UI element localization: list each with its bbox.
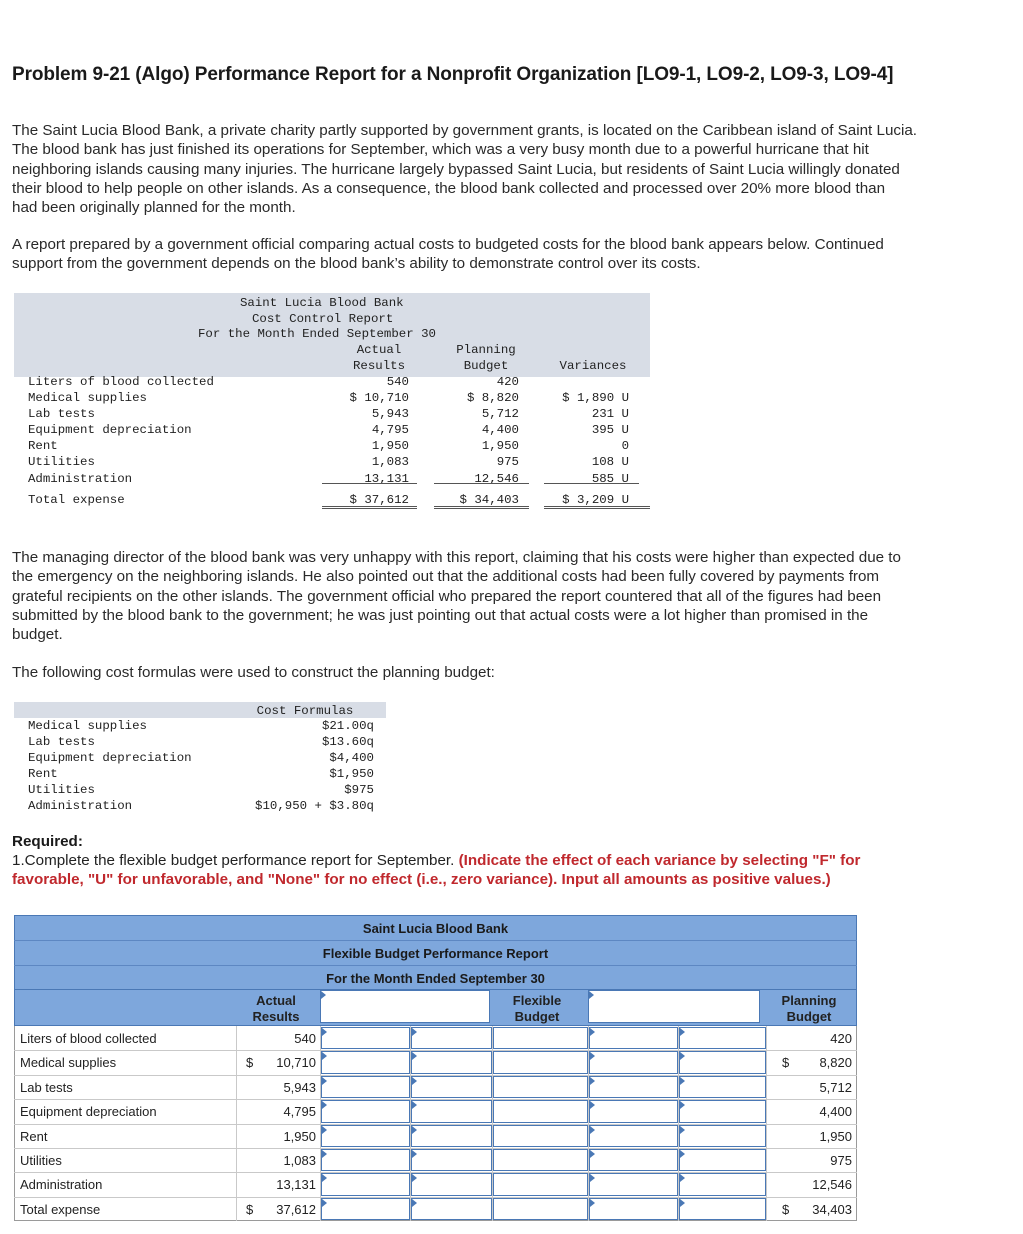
flexible-budget-input[interactable] <box>493 1198 588 1220</box>
planning-value: 420 <box>830 1031 852 1046</box>
flexible-budget-input[interactable] <box>493 1051 588 1073</box>
formulas-header: Cost Formulas <box>256 704 354 718</box>
amount-input[interactable] <box>679 1198 766 1220</box>
col-header-actual: Results <box>352 359 406 373</box>
actual-value: 10,710 <box>276 1055 316 1071</box>
currency-sign: $ <box>782 1201 790 1217</box>
variance-value: 0 <box>621 439 629 453</box>
formula-value: $10,950 + $3.80q <box>255 799 374 813</box>
intro-paragraph-1 <box>12 121 917 217</box>
row-label: Equipment depreciation <box>20 1104 157 1120</box>
variance-value: $ 1,890 U <box>562 391 629 405</box>
amount-input[interactable] <box>679 1076 766 1098</box>
report-subtitle: Cost Control Report <box>252 312 394 326</box>
variance-effect-select[interactable] <box>321 1027 410 1049</box>
formula-value: $13.60q <box>321 735 374 749</box>
amount-input[interactable] <box>411 1149 492 1171</box>
currency-sign: $ <box>246 1055 254 1071</box>
text-line: submitted by the blood bank to the government; he was just pointing out that actual costs were a lot higher than promised in the <box>12 606 869 624</box>
flexible-budget-input[interactable] <box>493 1173 588 1195</box>
intro-paragraph-4: The following cost formulas were used to construct the planning budget: <box>12 664 495 681</box>
required-heading: Required: <box>12 833 83 850</box>
planning-value: 1,950 <box>819 1128 852 1144</box>
row-label: Utilities <box>28 455 95 469</box>
formula-value: $4,400 <box>329 751 374 765</box>
row-label: Rent <box>20 1128 48 1144</box>
actual-value: 37,612 <box>276 1201 316 1217</box>
planning-value: 12,546 <box>474 472 519 486</box>
row-label: Utilities <box>20 1153 62 1168</box>
row-label: Lab tests <box>28 407 95 421</box>
flex-col-planning-header: Planning Budget <box>781 993 837 1024</box>
actual-value: $ 10,710 <box>349 391 409 405</box>
col-header-variances: Variances <box>559 359 627 373</box>
actual-value: 13,131 <box>364 472 409 486</box>
actual-value: 4,795 <box>371 423 409 437</box>
variance-effect-select[interactable] <box>589 1173 678 1195</box>
amount-input[interactable] <box>411 1027 492 1049</box>
actual-value: 1,950 <box>283 1128 316 1144</box>
amount-input[interactable] <box>679 1100 766 1122</box>
variance-effect-select[interactable] <box>589 1027 678 1049</box>
formula-label: Rent <box>28 767 58 781</box>
planning-value: 8,820 <box>819 1055 852 1071</box>
flexible-budget-report <box>14 915 857 1223</box>
flex-subtitle: Flexible Budget Performance Report <box>322 946 549 961</box>
flexible-budget-input[interactable] <box>493 1125 588 1147</box>
column-header-input[interactable] <box>588 990 760 1023</box>
actual-value: 1,083 <box>283 1153 316 1168</box>
row-label: Total expense <box>20 1201 101 1217</box>
variance-effect-select[interactable] <box>321 1198 410 1220</box>
report-title: Saint Lucia Blood Bank <box>240 296 404 310</box>
text-line: the emergency on the neighboring islands. He also pointed out that the additional costs had been fully covered by payments from <box>12 568 880 586</box>
currency-sign: $ <box>782 1055 790 1071</box>
col-header-actual: Actual <box>356 343 402 357</box>
text-line: The blood bank has just finished its operations for September, which was a very busy month due to a powerful hurricane that hit <box>12 141 869 159</box>
flexible-budget-input[interactable] <box>493 1027 588 1049</box>
text-line: neighboring islands causing many injuries. The hurricane largely bypassed Saint Lucia, but residents of Saint Lucia willingly donated <box>12 160 900 178</box>
variance-effect-select[interactable] <box>589 1100 678 1122</box>
formula-value: $21.00q <box>321 719 374 733</box>
flex-col-flexible-header: Flexible Budget <box>512 993 562 1024</box>
flex-period: For the Month Ended September 30 <box>326 971 545 986</box>
text-line: had been originally planned for the month. <box>12 199 296 217</box>
amount-input[interactable] <box>411 1125 492 1147</box>
planning-value: 5,712 <box>819 1079 852 1095</box>
planning-value: 5,712 <box>481 407 519 421</box>
row-label: Medical supplies <box>20 1055 117 1071</box>
flex-col-actual-header: Actual Results <box>252 993 300 1024</box>
formula-label: Utilities <box>28 783 95 797</box>
actual-value: 1,083 <box>371 455 409 469</box>
row-label: Administration <box>20 1177 103 1193</box>
row-label: Medical supplies <box>28 391 147 405</box>
actual-value: $ 37,612 <box>349 493 409 507</box>
actual-value: 5,943 <box>371 407 409 421</box>
amount-input[interactable] <box>411 1076 492 1098</box>
variance-effect-select[interactable] <box>589 1076 678 1098</box>
actual-value: 1,950 <box>371 439 409 453</box>
amount-input[interactable] <box>679 1149 766 1171</box>
amount-input[interactable] <box>411 1051 492 1073</box>
required-note: (Indicate the effect of each variance by selecting "F" for <box>458 852 861 869</box>
column-header-input[interactable] <box>320 990 490 1023</box>
variance-value: 231 U <box>591 407 629 421</box>
amount-input[interactable] <box>411 1198 492 1220</box>
currency-sign: $ <box>246 1201 254 1217</box>
amount-input[interactable] <box>411 1173 492 1195</box>
formula-label: Lab tests <box>28 735 95 749</box>
text-line: their blood to help people on other islands. As a consequence, the blood bank collected and processed over 20% more blood than <box>12 179 886 197</box>
amount-input[interactable] <box>679 1051 766 1073</box>
planning-value: 975 <box>496 455 519 469</box>
formula-label: Administration <box>28 799 133 813</box>
required-note: favorable, "U" for unfavorable, and "None" for no effect (i.e., zero variance). Input all amounts as positive values.) <box>12 871 831 889</box>
text-line: The managing director of the blood bank was very unhappy with this report, claiming that his costs were higher than expected due to <box>12 549 901 566</box>
flexible-budget-input[interactable] <box>493 1149 588 1171</box>
amount-input[interactable] <box>679 1027 766 1049</box>
row-label: Administration <box>28 472 133 486</box>
planning-value: 975 <box>830 1153 852 1168</box>
planning-value: 1,950 <box>481 439 519 453</box>
row-label: Lab tests <box>20 1079 73 1095</box>
formula-label: Equipment depreciation <box>28 751 192 765</box>
flex-title: Saint Lucia Blood Bank <box>362 921 509 936</box>
formula-value: $1,950 <box>329 767 374 781</box>
planning-value: 420 <box>496 375 519 389</box>
variance-effect-select[interactable] <box>589 1198 678 1220</box>
variance-effect-select[interactable] <box>321 1149 410 1171</box>
variance-effect-select[interactable] <box>321 1051 410 1073</box>
cost-formulas-table <box>14 702 386 820</box>
formula-value: $975 <box>344 783 374 797</box>
text-line: budget. <box>12 626 63 644</box>
text-line: grateful recipients on the other islands. The government official who prepared the report countered that all of the figures had been <box>12 587 882 605</box>
planning-value: 4,400 <box>819 1104 852 1120</box>
row-label: Liters of blood collected <box>20 1031 157 1046</box>
row-label: Total expense <box>28 493 125 507</box>
intro-paragraph-2 <box>12 235 884 274</box>
col-header-planning: Planning <box>456 343 516 357</box>
planning-value: 34,403 <box>812 1201 852 1217</box>
variance-effect-select[interactable] <box>321 1125 410 1147</box>
actual-value: 4,795 <box>283 1104 316 1120</box>
row-label: Rent <box>28 439 58 453</box>
text-line: The Saint Lucia Blood Bank, a private charity partly supported by government grants, is located on the Caribbean island of Saint Lucia. <box>12 122 918 139</box>
report-period: For the Month Ended September 30 <box>198 327 436 341</box>
required-text: 1.Complete the flexible budget performance report for September. <box>12 852 455 869</box>
flexible-budget-input[interactable] <box>493 1076 588 1098</box>
planning-value: $ 8,820 <box>466 391 519 405</box>
planning-value: 4,400 <box>481 423 519 437</box>
variance-effect-select[interactable] <box>321 1076 410 1098</box>
amount-input[interactable] <box>679 1173 766 1195</box>
amount-input[interactable] <box>679 1125 766 1147</box>
variance-effect-select[interactable] <box>589 1125 678 1147</box>
variance-effect-select[interactable] <box>321 1100 410 1122</box>
required-instructions <box>12 851 860 890</box>
intro-paragraph-3 <box>12 548 901 644</box>
variance-effect-select[interactable] <box>321 1173 410 1195</box>
actual-value: 540 <box>294 1031 316 1046</box>
variance-effect-select[interactable] <box>589 1051 678 1073</box>
variance-value: 108 U <box>591 455 629 469</box>
variance-effect-select[interactable] <box>589 1149 678 1171</box>
planning-value: 12,546 <box>812 1177 852 1193</box>
col-header-planning: Budget <box>463 359 509 373</box>
cost-control-report <box>14 293 650 513</box>
text-line: support from the government depends on the blood bank’s ability to demonstrate control over its costs. <box>12 255 701 273</box>
variance-value: $ 3,209 U <box>562 493 629 507</box>
actual-value: 540 <box>386 375 409 389</box>
text-line: A report prepared by a government official comparing actual costs to budgeted costs for the blood bank appears below. Continued <box>12 236 884 253</box>
formula-label: Medical supplies <box>28 719 147 733</box>
flexible-budget-input[interactable] <box>493 1100 588 1122</box>
row-label: Liters of blood collected <box>28 375 214 389</box>
amount-input[interactable] <box>411 1100 492 1122</box>
row-label: Equipment depreciation <box>28 423 192 437</box>
variance-value: 395 U <box>591 423 629 437</box>
page-title: Problem 9-21 (Algo) Performance Report for a Nonprofit Organization [LO9-1, LO9-2, LO9-3, LO9-4] <box>12 64 894 85</box>
planning-value: $ 34,403 <box>459 493 519 507</box>
variance-value: 585 U <box>591 472 629 486</box>
actual-value: 5,943 <box>283 1079 316 1095</box>
actual-value: 13,131 <box>276 1177 316 1193</box>
